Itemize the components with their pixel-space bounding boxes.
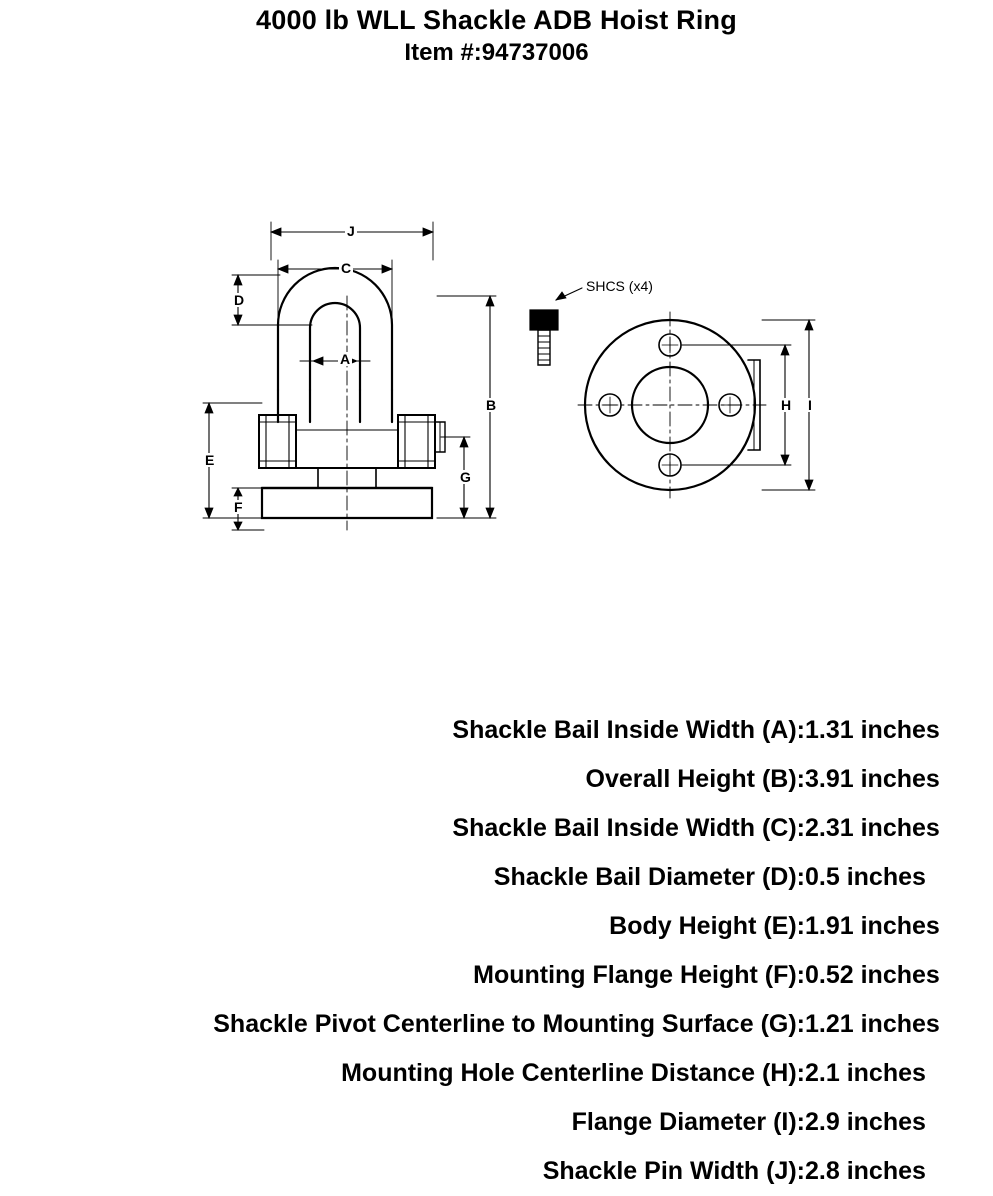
spec-label: Overall Height (B):: [585, 765, 805, 793]
item-number: Item #:94737006: [404, 39, 589, 66]
spec-label: Shackle Pivot Centerline to Mounting Surface (G):: [213, 1010, 805, 1038]
spec-value: 3.91 inches: [805, 765, 940, 793]
spec-label: Flange Diameter (I):: [571, 1108, 805, 1136]
spec-label: Mounting Flange Height (F):: [473, 961, 805, 989]
spec-value: 1.21 inches: [805, 1010, 940, 1038]
spec-label: Shackle Bail Diameter (D):: [493, 863, 805, 891]
spec-value: 2.1 inches: [805, 1059, 926, 1087]
table-row: [0, 706, 993, 755]
spec-value: 1.91 inches: [805, 912, 940, 940]
spec-value: 1.31 inches: [805, 716, 940, 744]
dim-label-E: E: [205, 452, 215, 468]
dim-label-A: A: [340, 351, 351, 367]
table-row: [0, 1147, 993, 1196]
table-row: [0, 804, 993, 853]
spec-value: 2.9 inches: [805, 1108, 926, 1136]
dim-label-I: I: [808, 397, 812, 413]
dim-label-C: C: [341, 260, 352, 276]
shcs-callout-label: SHCS (x4): [586, 278, 653, 294]
spec-label: Body Height (E):: [609, 912, 805, 940]
dim-label-B: B: [486, 397, 497, 413]
table-row: [0, 1049, 993, 1098]
dim-label-G: G: [460, 469, 471, 485]
spec-value: 0.5 inches: [805, 863, 926, 891]
technical-drawing: [0, 200, 993, 600]
dim-label-D: D: [234, 292, 245, 308]
table-row: [0, 1098, 993, 1147]
table-row: [0, 853, 993, 902]
spec-label: Shackle Bail Inside Width (A):: [452, 716, 805, 744]
dim-label-J: J: [347, 223, 355, 239]
product-name: 4000 lb WLL Shackle ADB Hoist Ring: [256, 5, 737, 35]
dim-label-F: F: [234, 499, 243, 515]
spec-value: 0.52 inches: [805, 961, 940, 989]
spec-label: Shackle Bail Inside Width (C):: [452, 814, 805, 842]
spec-label: Mounting Hole Centerline Distance (H):: [341, 1059, 805, 1087]
table-row: [0, 1000, 993, 1049]
page-title: [0, 4, 993, 69]
dim-label-H: H: [781, 397, 792, 413]
table-row: [0, 902, 993, 951]
spec-value: 2.8 inches: [805, 1157, 926, 1185]
spec-table-body: [0, 706, 993, 1196]
table-row: [0, 951, 993, 1000]
spec-label: Shackle Pin Width (J):: [542, 1157, 805, 1185]
table-row: [0, 755, 993, 804]
spec-value: 2.31 inches: [805, 814, 940, 842]
specifications-table: [0, 706, 993, 1196]
